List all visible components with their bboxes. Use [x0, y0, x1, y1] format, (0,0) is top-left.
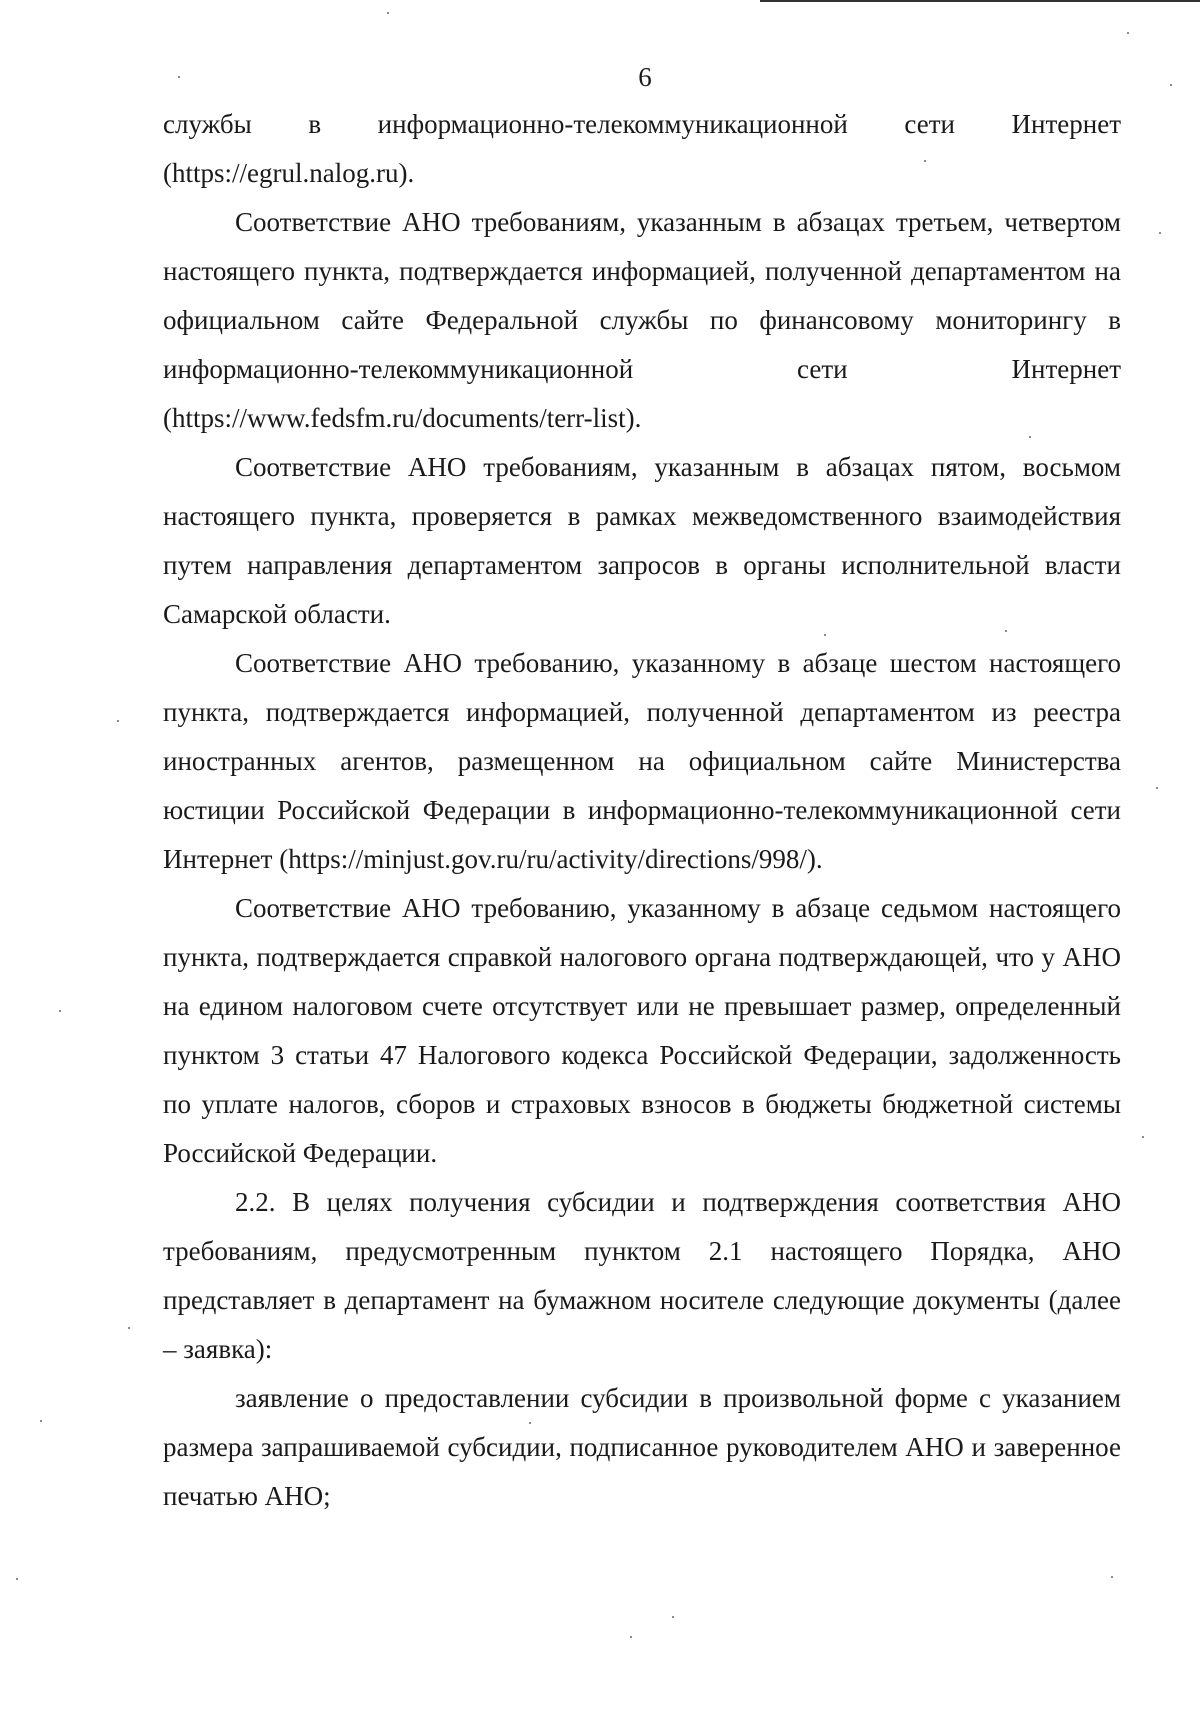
scan-speck [1142, 1136, 1144, 1138]
paragraph-tax-debt-check: Соответствие АНО требованию, указанному в абзаце седьмом настоящего пункта, подтверждается справкой налогового органа подтверждающей, что у АНО на едином налоговом счете отсутствует или не превышает размер, определенный пунктом 3 статьи 47 Налогового кодекса Российской Федерации, задолженность по уплате налогов, сборов и страховых взносов в бюджеты бюджетной системы Российской Федерации. [163, 893, 1121, 1168]
scan-speck [16, 1578, 18, 1580]
top-edge-rule [760, 0, 1200, 2]
scan-speck [128, 1327, 130, 1329]
scan-speck [1111, 1576, 1113, 1578]
scan-speck [1170, 84, 1172, 86]
scan-speck [824, 634, 826, 636]
paragraph-foreign-agents-check: Соответствие АНО требованию, указанному в абзаце шестом настоящего пункта, подтверждается информацией, полученной департаментом из реестра иностранных агентов, размещенном на официальном сайте Министерства юстиции Российской Федерации в информационно-телекоммуникационной сети Интернет (https://minjust.gov.ru/ru/activity/directions/998/). [163, 648, 1121, 874]
scan-speck [1156, 787, 1158, 789]
paragraph-egrul-continuation: службы в информационно-телекоммуникационной сети Интернет (https://egrul.nalog.ru). [163, 109, 1121, 188]
scan-speck [672, 1616, 674, 1618]
paragraph-interagency-check: Соответствие АНО требованиям, указанным в абзацах пятом, восьмом настоящего пункта, проверяется в рамках межведомственного взаимодействия путем направления департаментом запросов в органы исполнительной власти Самарской области. [163, 452, 1121, 629]
scan-speck [1029, 436, 1031, 438]
document-body [163, 100, 1121, 1521]
scan-speck [529, 1422, 531, 1424]
scan-speck [178, 76, 180, 78]
scan-speck [630, 1636, 632, 1638]
page-number: 6 [638, 62, 652, 92]
paragraph-application-documents: 2.2. В целях получения субсидии и подтверждения соответствия АНО требованиям, предусмотренным пунктом 2.1 настоящего Порядка, АНО представляет в департамент на бумажном носителе следующие документы (далее – заявка): [163, 1187, 1121, 1364]
scan-speck [924, 160, 926, 162]
scan-speck [1127, 32, 1129, 34]
scan-speck [59, 1010, 61, 1012]
paragraph-fedsfm-check: Соответствие АНО требованиям, указанным в абзацах третьем, четвертом настоящего пункта, подтверждается информацией, полученной департаментом на официальном сайте Федеральной службы по финансовому мониторингу в информационно-телекоммуникационной сети Интернет (https://www.fedsfm.ru/documents/terr-list). [163, 207, 1121, 433]
scan-speck [387, 12, 389, 14]
scan-speck [40, 1420, 42, 1422]
scan-speck [1005, 630, 1007, 632]
scan-speck [117, 720, 119, 722]
scan-speck [1159, 232, 1161, 234]
paragraph-application-statement: заявление о предоставлении субсидии в произвольной форме с указанием размера запрашиваемой субсидии, подписанное руководителем АНО и заверенное печатью АНО; [163, 1383, 1121, 1511]
